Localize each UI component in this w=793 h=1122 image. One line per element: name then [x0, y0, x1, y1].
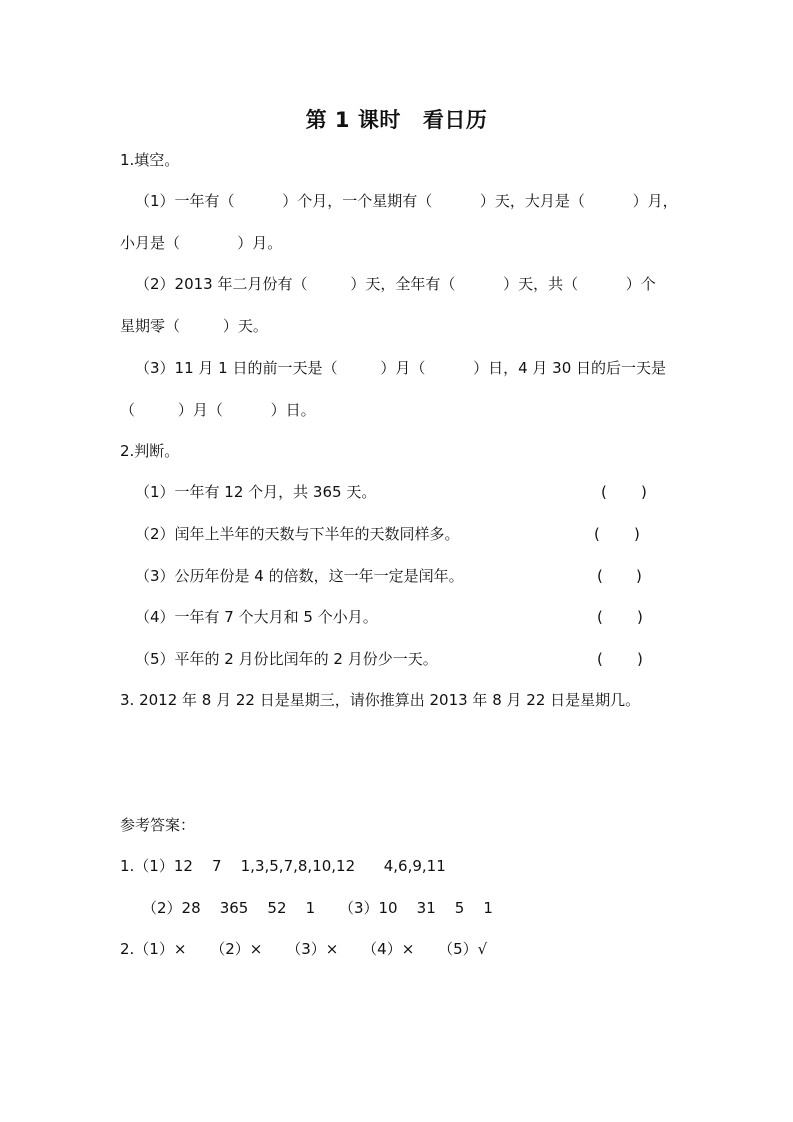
fill-q3-line1: （3）11 月 1 日的前一天是（ ）月（ ）日，4 月 30 日的后一天是	[135, 359, 667, 377]
section3-question: 3. 2012 年 8 月 22 日是星期三，请你推算出 2013 年 8 月 22 日是星期几。	[120, 691, 641, 709]
answers-line-3: 2.（1）× （2）× （3）× （4）× （5）√	[120, 940, 488, 958]
fill-q2-line2: 星期零（ ）天。	[120, 317, 268, 335]
judge-item-3: （3）公历年份是 4 的倍数，这一年一定是闰年。	[135, 567, 464, 585]
judge-paren-open-5: (	[597, 650, 603, 668]
title-lesson: 第 1 课时	[305, 108, 401, 132]
fill-q3-line2: （ ）月（ ）日。	[120, 401, 316, 419]
judge-paren-open-1: (	[601, 483, 607, 501]
judge-item-5: （5）平年的 2 月份比闰年的 2 月份少一天。	[135, 650, 438, 668]
fill-q1-line2: 小月是（ ）月。	[120, 234, 283, 252]
judge-paren-close-4: )	[637, 608, 643, 626]
fill-q2-line1: （2）2013 年二月份有（ ）天，全年有（ ）天，共（ ）个	[135, 275, 656, 293]
judge-paren-open-2: (	[594, 525, 600, 543]
judge-paren-open-3: (	[597, 567, 603, 585]
judge-paren-close-1: )	[641, 483, 647, 501]
answers-heading: 参考答案：	[120, 816, 196, 834]
title-topic: 看日历	[422, 108, 488, 132]
judge-item-1: （1）一年有 12 个月，共 365 天。	[135, 483, 377, 501]
judge-item-4: （4）一年有 7 个大月和 5 个小月。	[135, 608, 378, 626]
judge-paren-close-3: )	[636, 567, 642, 585]
page-title	[0, 104, 793, 134]
judge-paren-open-4: (	[597, 608, 603, 626]
section2-heading: 2.判断。	[120, 442, 180, 460]
answers-line-1: 1.（1）12 7 1,3,5,7,8,10,12 4,6,9,11	[120, 857, 446, 875]
judge-paren-close-5: )	[637, 650, 643, 668]
fill-q1-line1: （1）一年有（ ）个月，一个星期有（ ）天，大月是（ ）月，	[135, 192, 678, 210]
answers-line-2: （2）28 365 52 1 （3）10 31 5 1	[142, 899, 493, 917]
section1-heading: 1.填空。	[120, 151, 180, 169]
judge-paren-close-2: )	[634, 525, 640, 543]
judge-item-2: （2）闰年上半年的天数与下半年的天数同样多。	[135, 525, 460, 543]
